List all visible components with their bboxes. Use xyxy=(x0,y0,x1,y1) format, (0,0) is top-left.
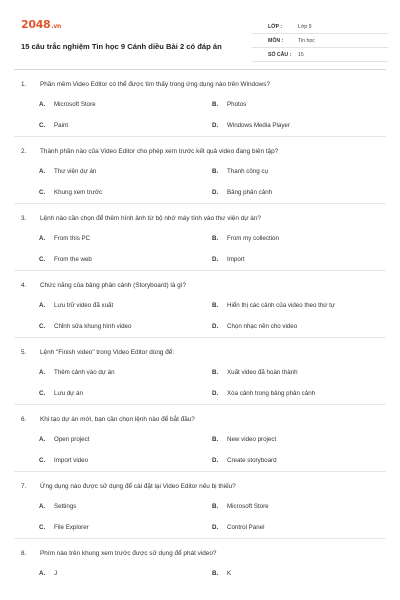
logo-domain: .vn xyxy=(51,23,61,30)
option-letter: A. xyxy=(39,168,46,175)
question-item xyxy=(14,472,386,539)
option-b[interactable] xyxy=(212,436,276,443)
question-item xyxy=(14,137,386,204)
option-letter: C. xyxy=(39,390,46,397)
question-number: 4. xyxy=(21,282,27,289)
option-letter: C. xyxy=(39,457,46,464)
question-text: Thành phần nào của Video Editor cho phép xem trước kết quả video đang biên tập? xyxy=(40,148,279,155)
question-text: Ứng dụng nào được sử dụng để cài đặt lại Video Editor nếu bị thiếu? xyxy=(40,483,236,490)
option-text: File Explorer xyxy=(54,524,89,531)
question-number: 1. xyxy=(21,81,27,88)
option-text: Lưu dự án xyxy=(54,390,83,397)
option-c[interactable] xyxy=(39,189,102,196)
option-d[interactable] xyxy=(212,524,265,531)
option-b[interactable] xyxy=(212,570,231,577)
option-a[interactable] xyxy=(39,436,89,443)
option-c[interactable] xyxy=(39,457,88,464)
question-number: 7. xyxy=(21,483,27,490)
option-b[interactable] xyxy=(212,101,246,108)
option-a[interactable] xyxy=(39,369,115,376)
option-text: New video project xyxy=(227,436,277,443)
question-item xyxy=(14,405,386,472)
option-d[interactable] xyxy=(212,390,315,397)
meta-key: MÔN : xyxy=(268,38,284,44)
option-letter: B. xyxy=(212,369,219,376)
option-text: Open project xyxy=(54,436,90,443)
option-letter: B. xyxy=(212,503,219,510)
meta-value: Lớp 9 xyxy=(298,24,312,30)
question-item xyxy=(14,338,386,405)
option-d[interactable] xyxy=(212,122,290,129)
meta-row-grade xyxy=(252,20,388,34)
question-item xyxy=(14,539,386,600)
option-b[interactable] xyxy=(212,302,335,309)
meta-value: 15 xyxy=(298,52,304,58)
meta-value: Tin học xyxy=(298,38,315,44)
option-text: Lưu trữ video đã xuất xyxy=(54,302,114,309)
option-a[interactable] xyxy=(39,570,57,577)
option-c[interactable] xyxy=(39,524,89,531)
option-text: Microsoft Store xyxy=(54,101,96,108)
question-text: Phím nào trên khung xem trước được sử dụng để phát video? xyxy=(40,550,217,557)
option-c[interactable] xyxy=(39,323,131,330)
document-title: 15 câu trắc nghiệm Tin học 9 Cánh diều Bài 2 có đáp án xyxy=(21,42,222,51)
option-letter: B. xyxy=(212,302,219,309)
option-text: Hiển thị các cảnh của video theo thứ tự xyxy=(227,302,336,309)
option-c[interactable] xyxy=(39,256,92,263)
question-text: Lệnh nào cần chọn để thêm hình ảnh từ bộ nhớ máy tính vào thư viện dự án? xyxy=(40,215,261,222)
question-item xyxy=(14,70,386,137)
option-text: K xyxy=(227,570,232,577)
option-text: Xuất video đã hoàn thành xyxy=(227,369,298,376)
option-text: Control Panel xyxy=(227,524,265,531)
site-logo[interactable] xyxy=(21,18,61,31)
meta-row-subject xyxy=(252,34,388,48)
option-text: Thêm cảnh vào dự án xyxy=(54,369,115,376)
option-text: Windows Media Player xyxy=(227,122,290,129)
option-b[interactable] xyxy=(212,369,298,376)
option-letter: B. xyxy=(212,101,219,108)
meta-row-question-count xyxy=(252,48,388,62)
option-b[interactable] xyxy=(212,503,269,510)
option-d[interactable] xyxy=(212,457,277,464)
option-text: From the web xyxy=(54,256,92,263)
option-letter: D. xyxy=(212,323,219,330)
option-letter: D. xyxy=(212,122,219,129)
option-text: Bảng phân cảnh xyxy=(227,189,273,196)
option-a[interactable] xyxy=(39,168,96,175)
question-item xyxy=(14,204,386,271)
option-a[interactable] xyxy=(39,503,76,510)
question-list xyxy=(14,70,386,600)
option-letter: A. xyxy=(39,503,46,510)
option-letter: C. xyxy=(39,122,46,129)
option-letter: D. xyxy=(212,390,219,397)
option-letter: C. xyxy=(39,323,46,330)
document-header xyxy=(14,10,386,70)
option-letter: C. xyxy=(39,256,46,263)
meta-key: SỐ CÂU : xyxy=(268,52,292,58)
option-text: Chọn nhạc nền cho video xyxy=(227,323,298,330)
option-text: Import video xyxy=(54,457,89,464)
option-text: J xyxy=(54,570,58,577)
option-letter: A. xyxy=(39,235,46,242)
option-a[interactable] xyxy=(39,101,96,108)
option-letter: D. xyxy=(212,256,219,263)
document-meta xyxy=(252,20,388,62)
option-letter: C. xyxy=(39,189,46,196)
option-text: Microsoft Store xyxy=(227,503,269,510)
option-c[interactable] xyxy=(39,390,83,397)
option-text: Khung xem trước xyxy=(54,189,103,196)
option-b[interactable] xyxy=(212,168,268,175)
option-text: Thanh công cụ xyxy=(227,168,268,175)
question-text: Phần mềm Video Editor có thể được tìm thấy trong ứng dụng nào trên Windows? xyxy=(40,81,271,88)
question-number: 5. xyxy=(21,349,27,356)
option-d[interactable] xyxy=(212,189,272,196)
option-b[interactable] xyxy=(212,235,279,242)
option-text: Create storyboard xyxy=(227,457,277,464)
question-text: Chức năng của bảng phân cảnh (Storyboard) là gì? xyxy=(40,282,187,289)
option-letter: A. xyxy=(39,101,46,108)
option-letter: D. xyxy=(212,457,219,464)
option-text: Xóa cảnh trong bảng phân cảnh xyxy=(227,390,316,397)
option-letter: C. xyxy=(39,524,46,531)
option-text: Import xyxy=(227,256,245,263)
option-d[interactable] xyxy=(212,256,245,263)
option-text: Photos xyxy=(227,101,247,108)
option-letter: A. xyxy=(39,436,46,443)
question-text: Lệnh "Finish video" trong Video Editor dùng để: xyxy=(40,349,175,356)
question-item xyxy=(14,271,386,338)
option-letter: A. xyxy=(39,570,46,577)
option-letter: D. xyxy=(212,524,219,531)
option-text: Settings xyxy=(54,503,77,510)
option-d[interactable] xyxy=(212,323,297,330)
option-letter: B. xyxy=(212,235,219,242)
option-c[interactable] xyxy=(39,122,68,129)
option-letter: A. xyxy=(39,302,46,309)
option-text: From my collection xyxy=(227,235,279,242)
question-number: 8. xyxy=(21,550,27,557)
option-letter: B. xyxy=(212,436,219,443)
option-letter: B. xyxy=(212,570,219,577)
question-text: Khi tạo dự án mới, bạn cần chọn lệnh nào để bắt đầu? xyxy=(40,416,195,423)
question-number: 6. xyxy=(21,416,27,423)
option-letter: D. xyxy=(212,189,219,196)
option-letter: B. xyxy=(212,168,219,175)
question-number: 3. xyxy=(21,215,27,222)
option-text: Paint xyxy=(54,122,69,129)
question-number: 2. xyxy=(21,148,27,155)
option-letter: A. xyxy=(39,369,46,376)
option-text: Thư viện dự án xyxy=(54,168,97,175)
option-a[interactable] xyxy=(39,235,90,242)
meta-key: LỚP : xyxy=(268,24,283,30)
option-a[interactable] xyxy=(39,302,113,309)
option-text: Chỉnh sửa khung hình video xyxy=(54,323,132,330)
logo-text: 2048 xyxy=(21,18,51,31)
option-text: From this PC xyxy=(54,235,91,242)
